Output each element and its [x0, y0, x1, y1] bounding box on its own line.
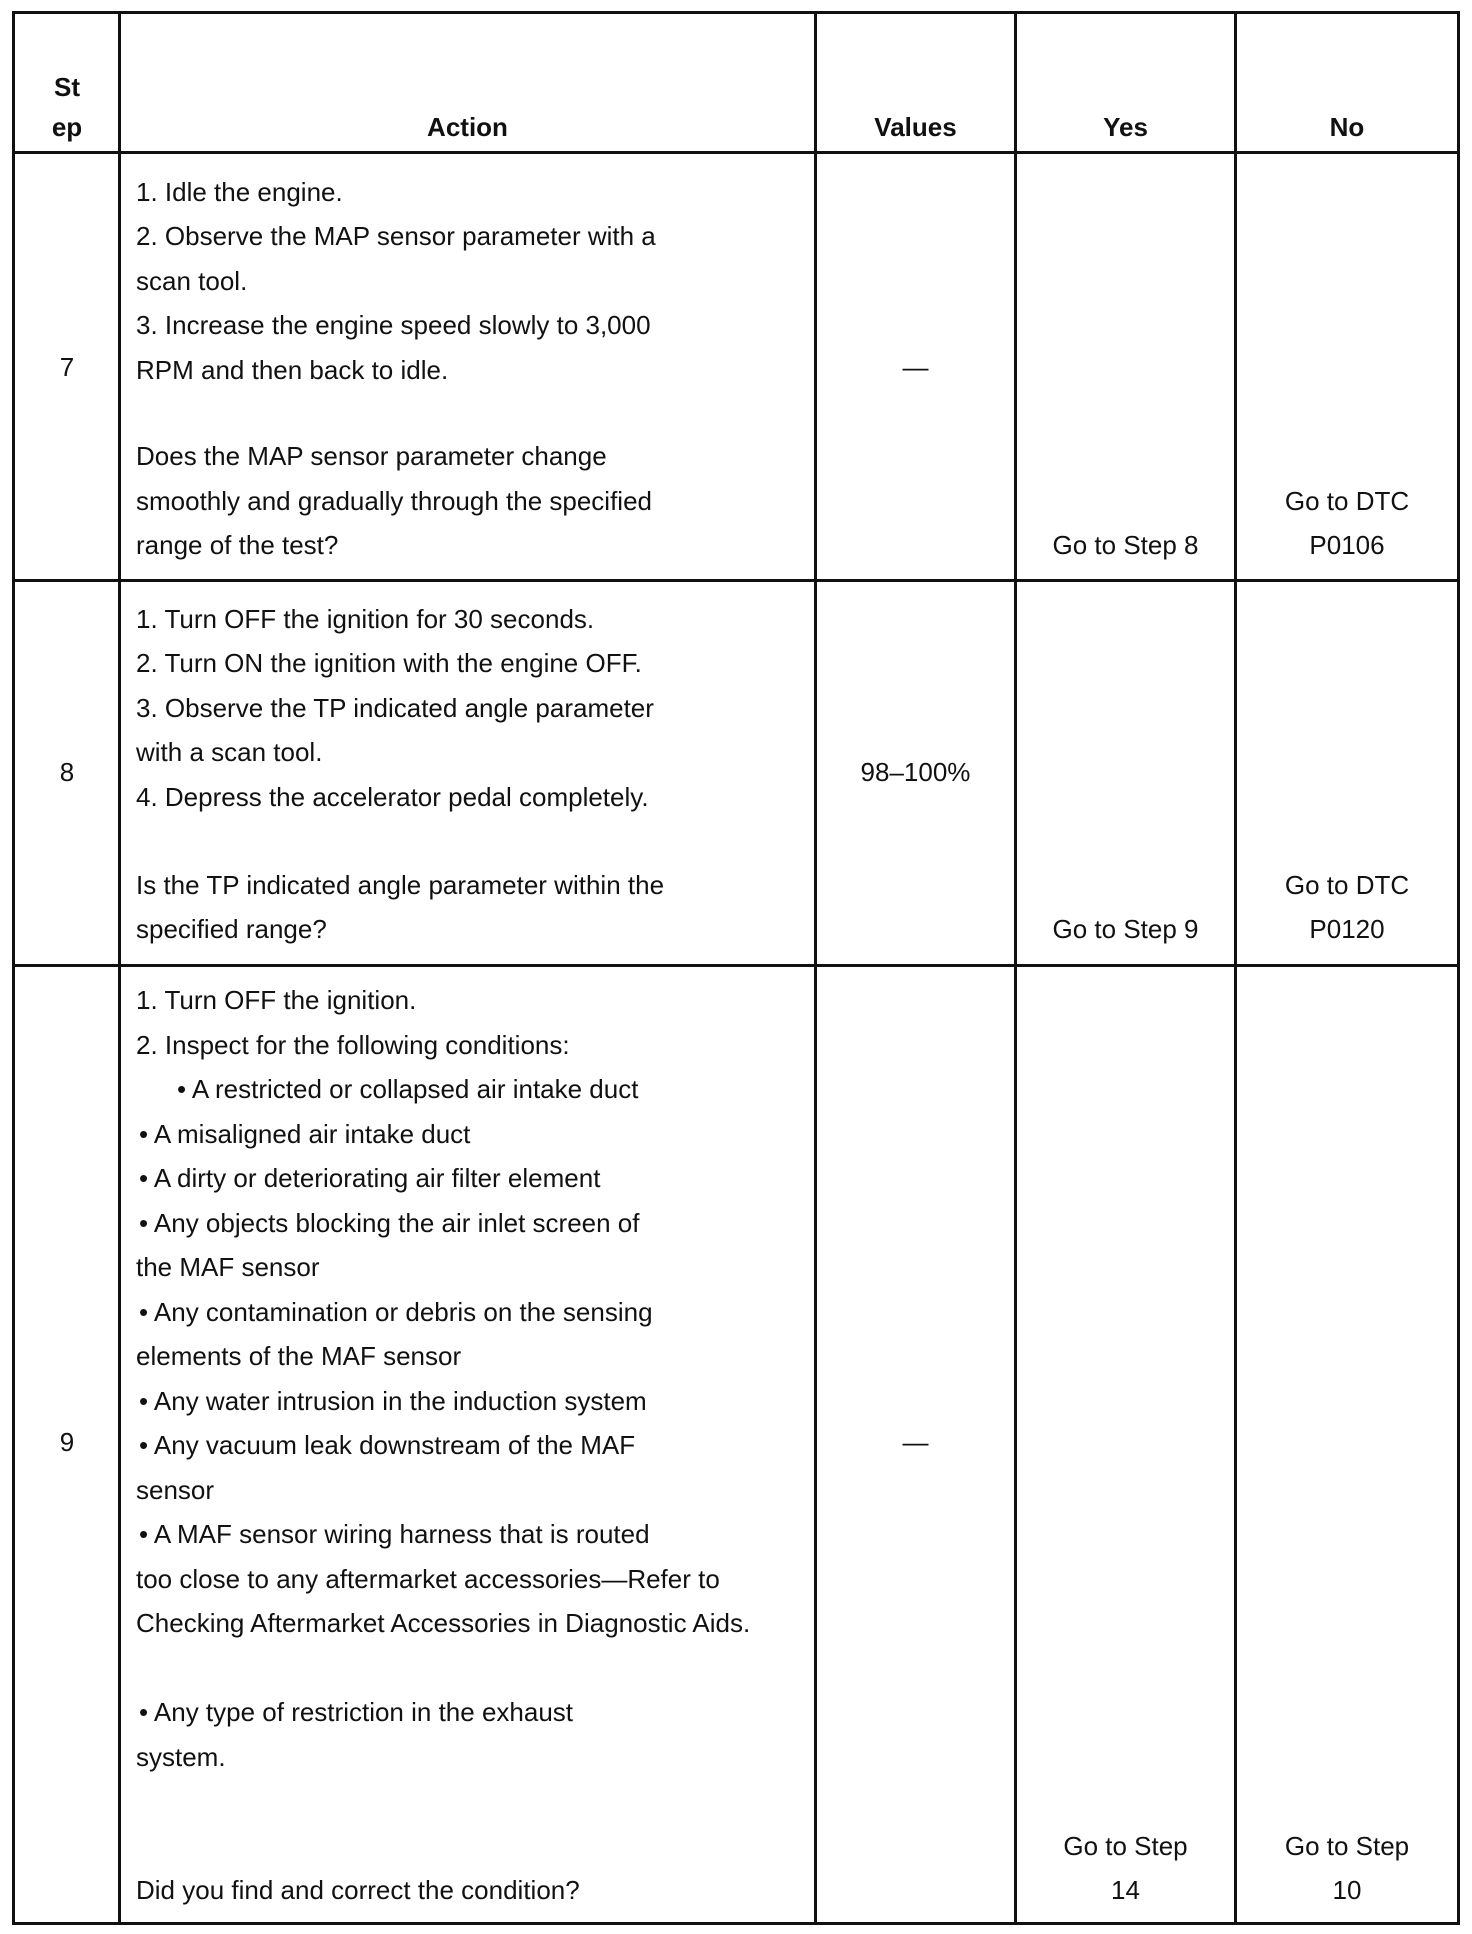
action-line: elements of the MAF sensor: [136, 1341, 462, 1371]
no-cell: 10: [1332, 1875, 1362, 1905]
table-border-right: [1457, 11, 1460, 1925]
action-line: 3. Observe the TP indicated angle parameter: [136, 693, 654, 723]
action-line: too close to any aftermarket accessories—Refer to: [136, 1564, 720, 1594]
value-cell: 98–100%: [860, 757, 971, 787]
action-line: Checking Aftermarket Accessories in Diagnostic Aids.: [136, 1608, 751, 1638]
action-bullet: • Any type of restriction in the exhaust: [139, 1697, 574, 1727]
yes-cell: 14: [1111, 1875, 1140, 1905]
no-cell: Go to Step: [1284, 1831, 1410, 1861]
action-line: 1. Idle the engine.: [136, 177, 343, 207]
header-divider: [12, 151, 1460, 154]
action-question: Does the MAP sensor parameter change: [136, 441, 607, 471]
action-line: system.: [136, 1742, 226, 1772]
value-cell: —: [902, 352, 929, 382]
header-step-line1: St: [54, 72, 80, 102]
action-line: the MAF sensor: [136, 1252, 320, 1282]
yes-cell: Go to Step 9: [1052, 914, 1199, 944]
row-divider: [12, 579, 1460, 582]
action-bullet: • A restricted or collapsed air intake duct: [177, 1074, 639, 1104]
table-border-left: [12, 11, 15, 1925]
row-divider: [12, 964, 1460, 967]
action-bullet: • Any water intrusion in the induction system: [139, 1386, 647, 1416]
no-cell: P0120: [1309, 914, 1385, 944]
yes-cell: Go to Step: [1063, 1831, 1188, 1861]
column-divider: [118, 11, 121, 1925]
action-line: RPM and then back to idle.: [136, 355, 449, 385]
action-question: range of the test?: [136, 530, 339, 560]
action-bullet: • A misaligned air intake duct: [139, 1119, 471, 1149]
step-number: 7: [59, 352, 75, 382]
action-line: scan tool.: [136, 266, 248, 296]
column-divider: [1014, 11, 1017, 1925]
column-divider: [814, 11, 817, 1925]
no-cell: Go to DTC: [1284, 870, 1410, 900]
action-question: specified range?: [136, 914, 327, 944]
action-bullet: • A MAF sensor wiring harness that is routed: [139, 1519, 650, 1549]
yes-cell: Go to Step 8: [1052, 530, 1199, 560]
header-step-line2: ep: [51, 112, 83, 142]
action-line: 1. Turn OFF the ignition for 30 seconds.: [136, 604, 595, 634]
header-values: Values: [874, 112, 957, 142]
action-line: 2. Turn ON the ignition with the engine OFF.: [136, 648, 642, 678]
action-bullet: • Any objects blocking the air inlet screen of: [139, 1208, 640, 1238]
column-divider: [1234, 11, 1237, 1925]
action-bullet: • Any contamination or debris on the sensing: [139, 1297, 653, 1327]
table-border-top: [12, 11, 1460, 14]
no-cell: Go to DTC: [1284, 486, 1410, 516]
action-bullet: • Any vacuum leak downstream of the MAF: [139, 1430, 636, 1460]
header-yes: Yes: [1103, 112, 1148, 142]
action-line: 1. Turn OFF the ignition.: [136, 985, 417, 1015]
action-line: 4. Depress the accelerator pedal completely.: [136, 782, 649, 812]
value-cell: —: [902, 1427, 929, 1457]
header-action: Action: [427, 112, 508, 142]
action-question: Is the TP indicated angle parameter within the: [136, 870, 665, 900]
header-no: No: [1329, 112, 1365, 142]
action-line: sensor: [136, 1475, 215, 1505]
step-number: 9: [59, 1427, 75, 1457]
action-line: 3. Increase the engine speed slowly to 3,000: [136, 310, 651, 340]
table-border-bottom: [12, 1922, 1460, 1925]
no-cell: P0106: [1309, 530, 1385, 560]
action-bullet: • A dirty or deteriorating air filter element: [139, 1163, 601, 1193]
action-line: 2. Observe the MAP sensor parameter with a: [136, 221, 656, 251]
action-line: with a scan tool.: [136, 737, 323, 767]
action-line: 2. Inspect for the following conditions:: [136, 1030, 570, 1060]
step-number: 8: [59, 757, 75, 787]
action-question: Did you find and correct the condition?: [136, 1875, 580, 1905]
action-question: smoothly and gradually through the specified: [136, 486, 652, 516]
